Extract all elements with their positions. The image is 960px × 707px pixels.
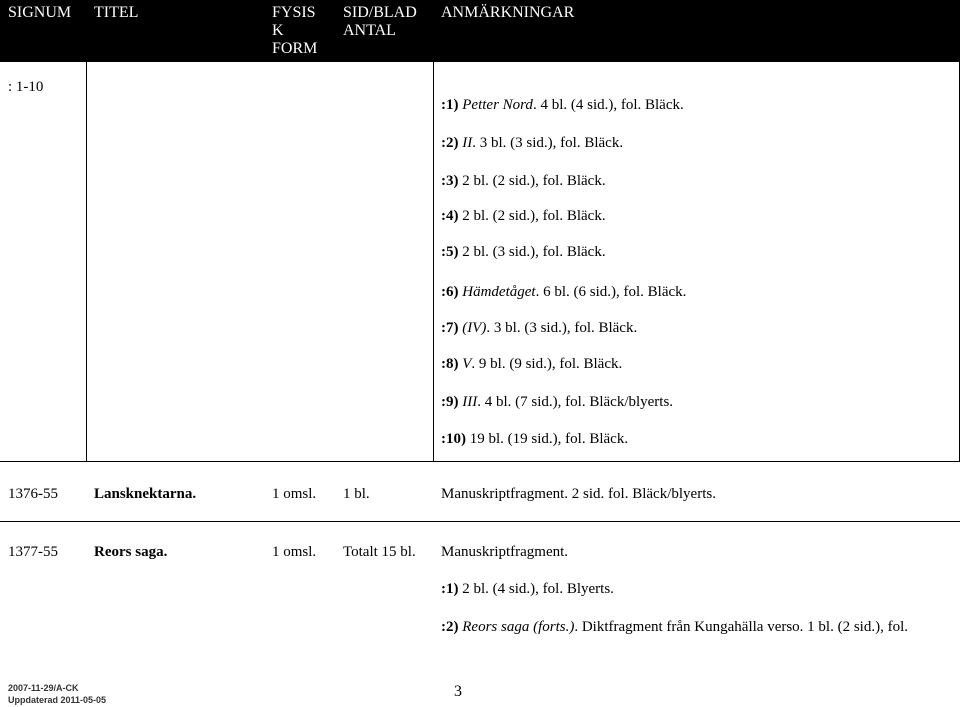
list-item: :9) III. 4 bl. (7 sid.), fol. Bläck/blyerts. bbox=[441, 394, 674, 410]
table-header bbox=[0, 0, 960, 62]
column-divider bbox=[86, 62, 87, 461]
list-item: :8) V. 9 bl. (9 sid.), fol. Bläck. bbox=[441, 356, 623, 372]
list-item: :2) II. 3 bl. (3 sid.), fol. Bläck. bbox=[441, 135, 624, 151]
list-item: :4) 2 bl. (2 sid.), fol. Bläck. bbox=[441, 208, 606, 224]
antal-cell: Totalt 15 bl. bbox=[343, 544, 416, 560]
list-item: :7) (IV). 3 bl. (3 sid.), fol. Bläck. bbox=[441, 320, 638, 336]
form-cell: 1 omsl. bbox=[272, 544, 317, 560]
list-item: :1) 2 bl. (4 sid.), fol. Blyerts. bbox=[441, 581, 614, 597]
list-item: :6) Hämdetåget. 6 bl. (6 sid.), fol. Bläck. bbox=[441, 284, 687, 300]
row-divider bbox=[0, 461, 960, 462]
title-cell: Reors saga. bbox=[94, 544, 168, 560]
row-divider bbox=[0, 521, 960, 522]
signum-cell: : 1-10 bbox=[8, 79, 44, 95]
list-item: :3) 2 bl. (2 sid.), fol. Bläck. bbox=[441, 173, 606, 189]
col-header-anmarkningar: ANMÄRKNINGAR bbox=[441, 4, 575, 21]
note-cell: Manuskriptfragment. 2 sid. fol. Bläck/blyerts. bbox=[441, 486, 716, 502]
col-header-sid-blad-antal: SID/BLAD ANTAL bbox=[343, 4, 417, 39]
list-item: :5) 2 bl. (3 sid.), fol. Bläck. bbox=[441, 244, 606, 260]
signum-cell: 1377-55 bbox=[8, 544, 58, 560]
col-header-signum: SIGNUM bbox=[8, 4, 72, 21]
column-divider bbox=[433, 62, 434, 461]
list-item: :1) Petter Nord. 4 bl. (4 sid.), fol. Bläck. bbox=[441, 97, 684, 113]
antal-cell: 1 bl. bbox=[343, 486, 370, 502]
note-cell: Manuskriptfragment. bbox=[441, 544, 569, 560]
footer-date: 2007-11-29/A-CK Uppdaterad 2011-05-05 bbox=[8, 683, 107, 705]
signum-cell: 1376-55 bbox=[8, 486, 58, 502]
list-item: :10) 19 bl. (19 sid.), fol. Bläck. bbox=[441, 431, 629, 447]
title-cell: Lansknektarna. bbox=[94, 486, 197, 502]
form-cell: 1 omsl. bbox=[272, 486, 317, 502]
col-header-titel: TITEL bbox=[94, 4, 139, 21]
list-item: :2) Reors saga (forts.). Diktfragment från Kungahälla verso. 1 bl. (2 sid.), fol. bbox=[441, 619, 909, 635]
col-header-fysisk-form: FYSIS K FORM bbox=[272, 4, 318, 57]
page-number: 3 bbox=[454, 683, 462, 700]
